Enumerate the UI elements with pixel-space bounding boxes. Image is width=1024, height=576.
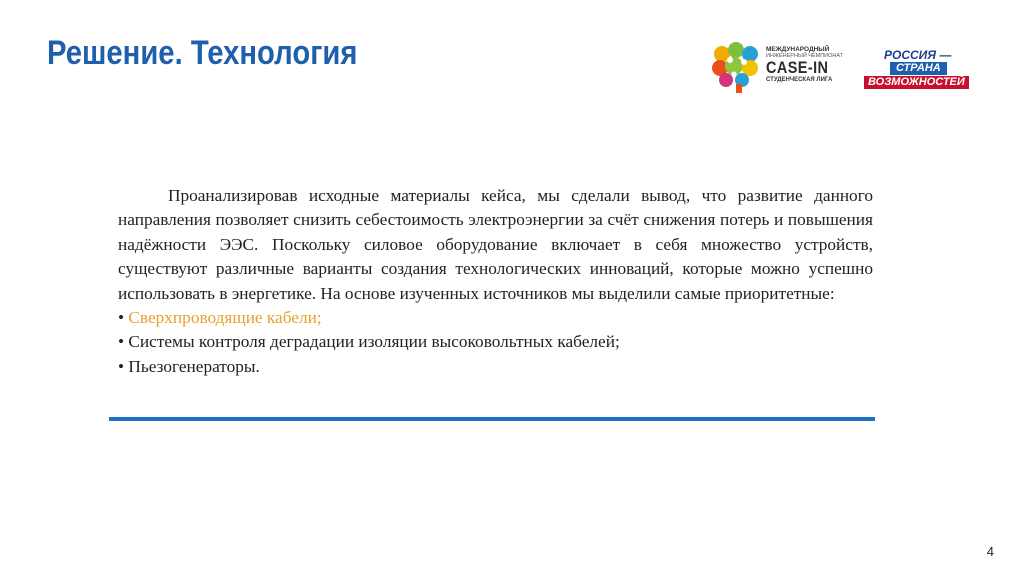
russia-logo bbox=[862, 48, 972, 92]
casein-logo bbox=[710, 40, 843, 94]
bullet-item bbox=[118, 330, 873, 354]
casein-brain-icon bbox=[710, 40, 766, 94]
russia-logo-line3: ВОЗМОЖНОСТЕЙ bbox=[864, 76, 969, 89]
casein-line2: ИНЖЕНЕРНЫЙ ЧЕМПИОНАТ bbox=[766, 53, 843, 59]
casein-line1: МЕЖДУНАРОДНЫЙ bbox=[766, 46, 830, 53]
body-text bbox=[118, 184, 873, 379]
casein-main: CASE-IN bbox=[766, 58, 829, 77]
bullet-text: Пьезогенераторы. bbox=[128, 356, 260, 376]
intro-paragraph: Проанализировав исходные материалы кейса, мы сделали вывод, что развитие данного направления позволяет снизить себестоимость электроэнергии за счёт снижения потерь и повышения надёжности ЭЭС. Поскольку силовое оборудование включает в себя множество устройств, существуют различные варианты создания технологических инноваций, которые можно успешно использовать в энергетике. На основе изученных источников мы выделили самые приоритетные: bbox=[118, 186, 873, 303]
casein-line3: СТУДЕНЧЕСКАЯ ЛИГА bbox=[766, 77, 833, 83]
bullet-item bbox=[118, 306, 873, 330]
divider-rule bbox=[109, 417, 875, 421]
slide-title: Решение. Технология bbox=[47, 34, 358, 72]
bullet-marker: • bbox=[118, 308, 125, 328]
bullet-marker: • bbox=[118, 332, 125, 352]
page-number: 4 bbox=[986, 544, 994, 559]
bullet-text: Системы контроля деградации изоляции высоковольтных кабелей; bbox=[128, 332, 620, 352]
russia-logo-line1: РОССИЯ — bbox=[884, 48, 952, 62]
bullet-marker: • bbox=[118, 356, 125, 376]
bullet-item bbox=[118, 355, 873, 379]
russia-logo-line2: СТРАНА bbox=[890, 62, 947, 75]
bullet-text: Сверхпроводящие кабели; bbox=[128, 308, 322, 328]
casein-wordmark bbox=[766, 46, 846, 84]
